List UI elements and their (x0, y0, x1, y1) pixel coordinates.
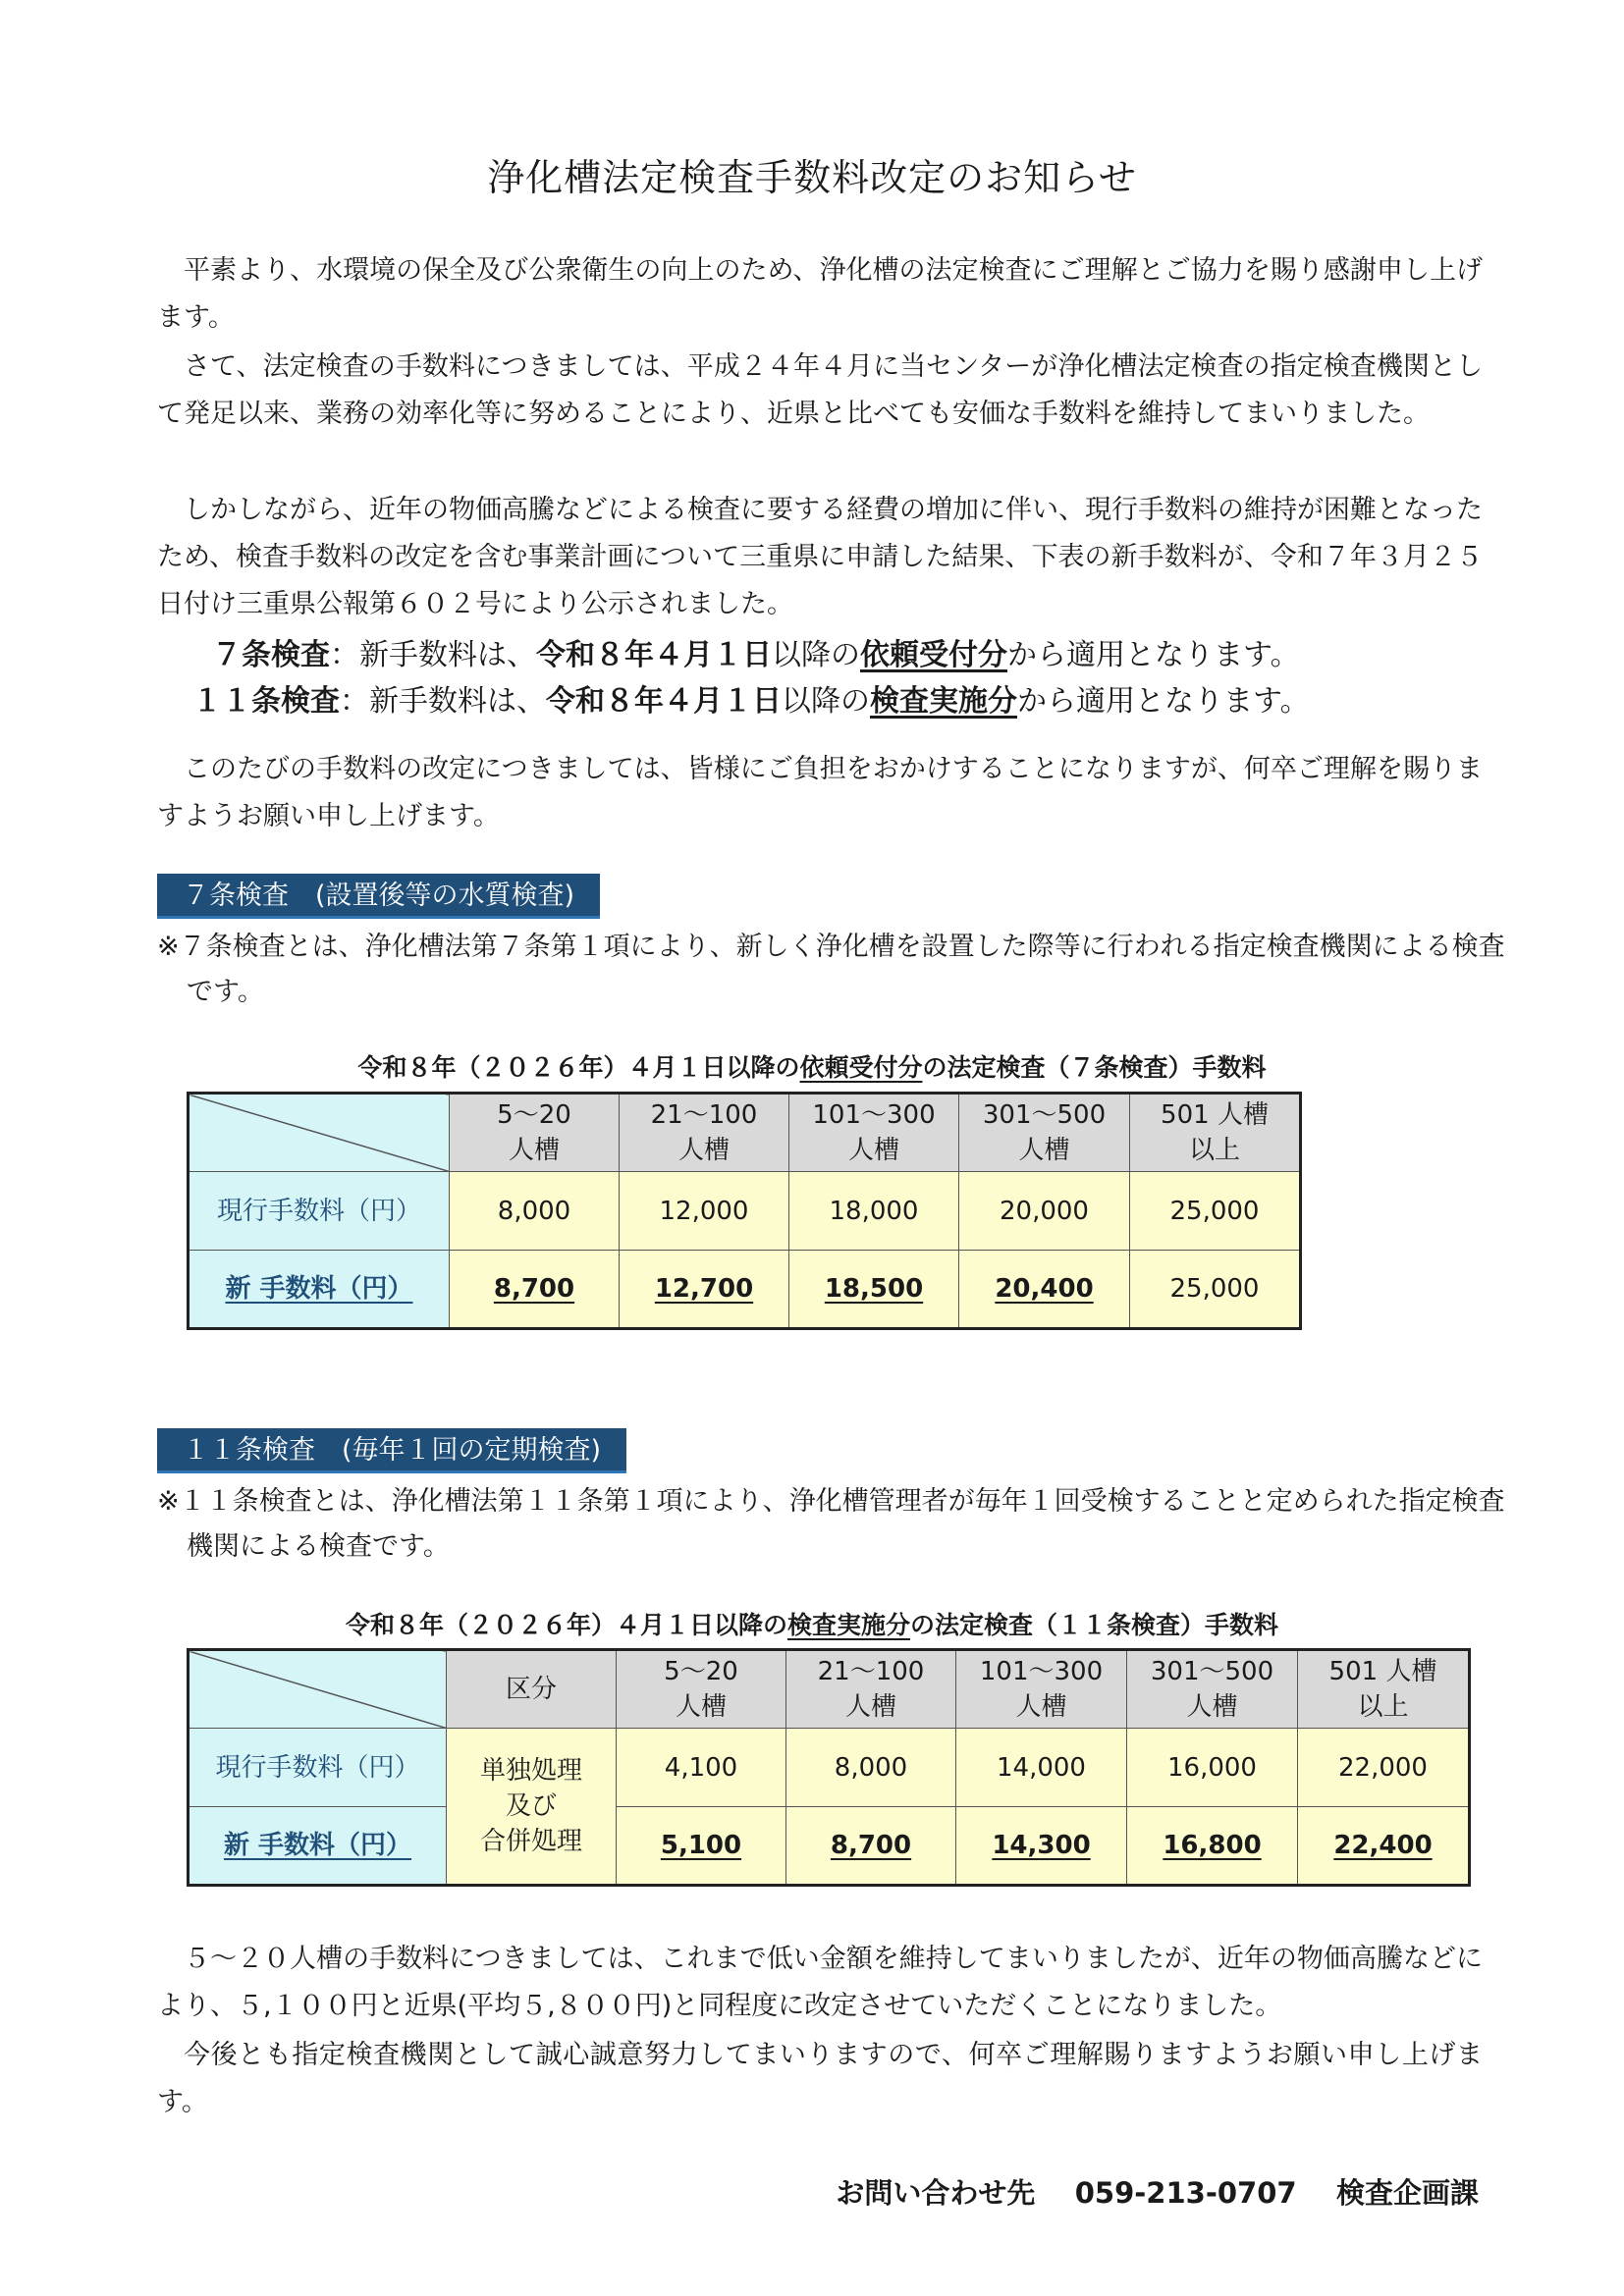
rule-article11-mid: 以降の (782, 684, 870, 719)
fee-value: 8,700 (493, 1274, 575, 1304)
row-label-new-text: 新 手数料（円） (223, 1831, 412, 1860)
contact-info (836, 2171, 1479, 2212)
page-title: 浄化槽法定検査手数料改定のお知らせ (487, 156, 1137, 199)
fee-cell-new (450, 1251, 620, 1329)
header-bottom: 人槽 (677, 1136, 730, 1165)
fee-value: 8,700 (830, 1831, 912, 1860)
rule-article11-date: 令和８年４月１日 (546, 684, 782, 719)
article11-note: ※１１条検査とは、浄化槽法第１１条第１項により、浄化槽管理者が毎年１回受検することと定められた指定検査機関による検査です。 (157, 1486, 1505, 1562)
intro-paragraph-3: しかしながら、近年の物価高騰などによる検査に要する経費の増加に伴い、現行手数料の維持が困難となったため、検査手数料の改定を含む事業計画について三重県に申請した結果、下表の新手数料が、令和７年３月２５日付け三重県公報第６０２号により公示されました。 (157, 495, 1483, 619)
fee-cell-new (617, 1807, 786, 1886)
fee-value: 22,400 (1333, 1831, 1433, 1860)
caption-key: 検査実施分 (786, 1611, 910, 1639)
section-header-article7: ７条検査 (設置後等の水質検査) (157, 874, 600, 919)
section-header-article11: １１条検査 (毎年１回の定期検査) (157, 1428, 626, 1473)
fee-cell: 18,000 (789, 1172, 959, 1251)
rule-article11-key: 検査実施分 (870, 684, 1017, 719)
rule-article7-date: 令和８年４月１日 (536, 638, 772, 672)
rule-article7-text: ：新手数料は、 (330, 638, 536, 672)
header-cell (620, 1094, 789, 1172)
header-cell (617, 1650, 786, 1729)
rule-article11-text: ：新手数料は、 (340, 684, 546, 719)
header-cell (1298, 1650, 1470, 1729)
row-label-new (189, 1807, 447, 1886)
header-top: 101～300 (979, 1657, 1104, 1686)
kubun-line: 単独処理 (479, 1756, 582, 1786)
fee-cell: 22,000 (1298, 1729, 1470, 1807)
row-label-current: 現行手数料（円） (189, 1729, 447, 1807)
header-cell (1127, 1650, 1298, 1729)
table-row (189, 1807, 1470, 1886)
fee-value: 16,800 (1163, 1831, 1262, 1860)
kubun-line: 及び (505, 1791, 557, 1821)
article7-note: ※７条検査とは、浄化槽法第７条第１項により、新しく浄化槽を設置した際等に行われる指定検査機関による検査です。 (157, 932, 1505, 1007)
header-bottom: 人槽 (1186, 1692, 1238, 1722)
header-bottom: 人槽 (847, 1136, 899, 1165)
article11-fee-table (187, 1648, 1471, 1887)
fee-cell: 8,000 (450, 1172, 620, 1251)
fee-cell-new (620, 1251, 789, 1329)
intro-paragraph-1: 平素より、水環境の保全及び公衆衛生の向上のため、浄化槽の法定検査にご理解とご協力を賜り感謝申し上げます。 (157, 255, 1483, 333)
article7-fee-table (187, 1092, 1302, 1330)
kubun-header: 区分 (447, 1650, 617, 1729)
table-row (189, 1172, 1301, 1251)
fee-cell-new (1298, 1807, 1470, 1886)
header-top: 101～300 (812, 1100, 936, 1130)
fee-cell: 4,100 (617, 1729, 786, 1807)
header-top: 21～100 (650, 1100, 758, 1130)
fee-cell: 14,000 (956, 1729, 1127, 1807)
caption-pre: 令和８年（２０２６年）４月１日以降の (345, 1611, 787, 1639)
header-bottom: 以上 (1188, 1136, 1240, 1165)
fee-value: 12,700 (654, 1274, 754, 1304)
article7-table-caption (0, 1048, 1624, 1084)
closing-paragraph-2: ５～２０人槽の手数料につきましては、これまで低い金額を維持してまいりましたが、近年の物価高騰などにより、５,１００円と近県(平均５,８００円)と同程度に改定させていただくことになりました。 (157, 1944, 1483, 2021)
row-label-new-text: 新 手数料（円） (225, 1274, 413, 1304)
contact-label: お問い合わせ先 (836, 2176, 1036, 2210)
header-top: 5～20 (497, 1100, 571, 1130)
header-bottom: 以上 (1357, 1692, 1409, 1722)
fee-cell-new (789, 1251, 959, 1329)
rule-article11-tail: から適用となります。 (1017, 684, 1310, 719)
fee-cell: 8,000 (786, 1729, 956, 1807)
row-label-current: 現行手数料（円） (189, 1172, 450, 1251)
header-top: 21～100 (817, 1657, 925, 1686)
header-top: 301～500 (982, 1100, 1107, 1130)
header-bottom: 人槽 (1015, 1692, 1067, 1722)
header-bottom: 人槽 (508, 1136, 560, 1165)
header-cell (789, 1094, 959, 1172)
caption-pre: 令和８年（２０２６年）４月１日以降の (357, 1053, 800, 1082)
rule-article7-tail: から適用となります。 (1007, 638, 1300, 672)
article11-table-caption (0, 1606, 1624, 1641)
header-top: 501 人槽 (1161, 1100, 1269, 1130)
fee-cell-new (959, 1251, 1130, 1329)
rule-article7-key: 依頼受付分 (860, 638, 1007, 672)
fee-cell: 25,000 (1130, 1172, 1301, 1251)
header-top: 301～500 (1150, 1657, 1274, 1686)
fee-value: 14,300 (992, 1831, 1091, 1860)
caption-key: 依頼受付分 (799, 1053, 923, 1082)
rule-article7-label: ７条検査 (212, 638, 330, 672)
header-cell (450, 1094, 620, 1172)
caption-post: の法定検査（７条検査）手数料 (922, 1053, 1267, 1082)
corner-cell (189, 1094, 450, 1172)
corner-cell (189, 1650, 447, 1729)
fee-cell-new (1127, 1807, 1298, 1886)
table-header-row (189, 1094, 1301, 1172)
fee-cell-new (786, 1807, 956, 1886)
contact-phone: 059-213-0707 (1074, 2176, 1297, 2210)
closing-paragraph-1: このたびの手数料の改定につきましては、皆様にご負担をおかけすることになりますが、何卒ご理解を賜りますようお願い申し上げます。 (157, 754, 1483, 831)
intro-paragraph-2: さて、法定検査の手数料につきましては、平成２４年４月に当センターが浄化槽法定検査の指定検査機関として発足以来、業務の効率化等に努めることにより、近県と比べても安価な手数料を維持してまいりました。 (157, 351, 1483, 429)
header-top: 5～20 (664, 1657, 738, 1686)
contact-department: 検査企画課 (1335, 2176, 1479, 2210)
fee-cell-new (956, 1807, 1127, 1886)
kubun-line: 合併処理 (479, 1827, 582, 1856)
rule-article7 (212, 634, 1300, 677)
header-bottom: 人槽 (675, 1692, 727, 1722)
fee-value: 18,500 (824, 1274, 924, 1304)
table-header-row (189, 1650, 1470, 1729)
fee-value: 20,400 (995, 1274, 1094, 1304)
header-top: 501 人槽 (1328, 1657, 1437, 1686)
fee-cell: 16,000 (1127, 1729, 1298, 1807)
fee-value: 5,100 (660, 1831, 742, 1860)
header-cell (959, 1094, 1130, 1172)
fee-value: 25,000 (1169, 1274, 1260, 1304)
row-label-new (189, 1251, 450, 1329)
caption-post: の法定検査（１１条検査）手数料 (910, 1611, 1279, 1639)
table-row (189, 1251, 1301, 1329)
table-row (189, 1729, 1470, 1807)
kubun-cell (447, 1729, 617, 1886)
fee-cell: 20,000 (959, 1172, 1130, 1251)
header-cell (786, 1650, 956, 1729)
header-bottom: 人槽 (1018, 1136, 1070, 1165)
header-cell (1130, 1094, 1301, 1172)
rule-article11-label: １１条検査 (192, 684, 340, 719)
header-bottom: 人槽 (844, 1692, 896, 1722)
closing-paragraph-3: 今後とも指定検査機関として誠心誠意努力してまいりますので、何卒ご理解賜りますようお願い申し上げます。 (157, 2040, 1483, 2117)
fee-cell-new (1130, 1251, 1301, 1329)
header-cell (956, 1650, 1127, 1729)
rule-article11 (192, 680, 1310, 723)
rule-article7-mid: 以降の (772, 638, 860, 672)
fee-cell: 12,000 (620, 1172, 789, 1251)
